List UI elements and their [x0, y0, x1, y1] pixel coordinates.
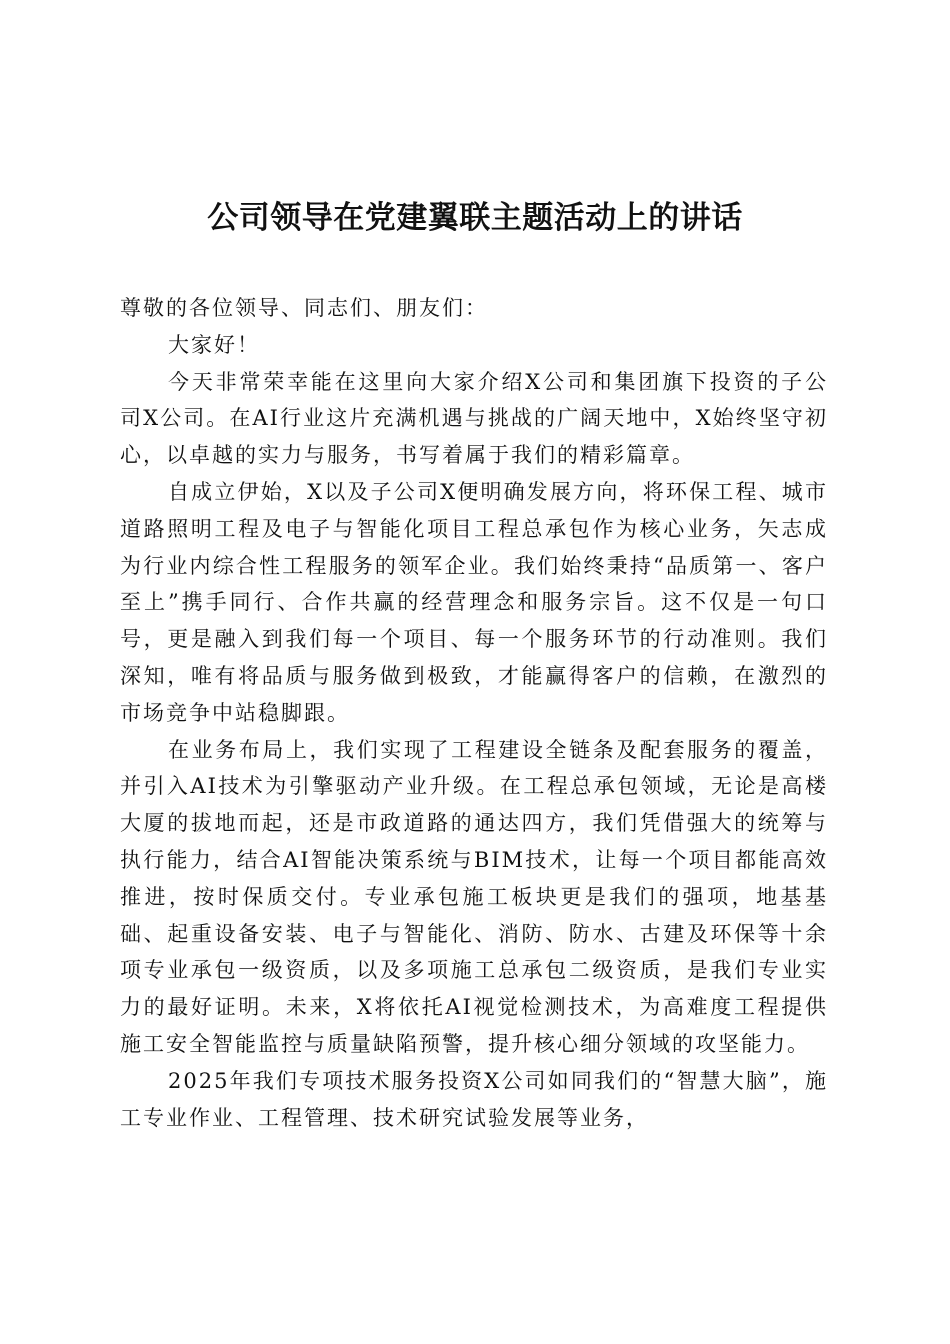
paragraph-2025-investment: 2025年我们专项技术服务投资X公司如同我们的“智慧大脑”，施工专业作业、工程管理、技术研究试验发展等业务， [120, 1068, 828, 1130]
salutation: 尊敬的各位领导、同志们、朋友们： [120, 296, 488, 320]
paragraph-business-layout: 在业务布局上，我们实现了工程建设全链条及配套服务的覆盖，并引入AI技术为引擎驱动产业升级。在工程总承包领域，无论是高楼大厦的拔地而起，还是市政道路的通达四方，我们凭借强大的统筹与执行能力，结合AI智能决策系统与BIM技术，让每一个项目都能高效推进，按时保质交付。专业承包施工板块更是我们的强项，地基基础、起重设备安装、电子与智能化、消防、防水、古建及环保等十余项专业承包一级资质，以及多项施工总承包二级资质，是我们专业实力的最好证明。未来，X将依托AI视觉检测技术，为高难度工程提供施工安全智能监控与质量缺陷预警，提升核心细分领域的攻坚能力。 [120, 737, 828, 1056]
document-body [120, 290, 828, 1136]
document-title: 公司领导在党建翼联主题活动上的讲话 [207, 200, 743, 236]
paragraph-introduction: 今天非常荣幸能在这里向大家介绍X公司和集团旗下投资的子公司X公司。在AI行业这片充满机遇与挑战的广阔天地中，X始终坚守初心，以卓越的实力与服务，书写着属于我们的精彩篇章。 [120, 369, 828, 468]
paragraph-founding: 自成立伊始，X以及子公司X便明确发展方向，将环保工程、城市道路照明工程及电子与智能化项目工程总承包作为核心业务，矢志成为行业内综合性工程服务的领军企业。我们始终秉持“品质第一、客户至上”携手同行、合作共赢的经营理念和服务宗旨。这不仅是一句口号，更是融入到我们每一个项目、每一个服务环节的行动准则。我们深知，唯有将品质与服务做到极致，才能赢得客户的信赖，在激烈的市场竞争中站稳脚跟。 [120, 479, 828, 725]
paragraph-greeting: 大家好！ [168, 332, 260, 357]
